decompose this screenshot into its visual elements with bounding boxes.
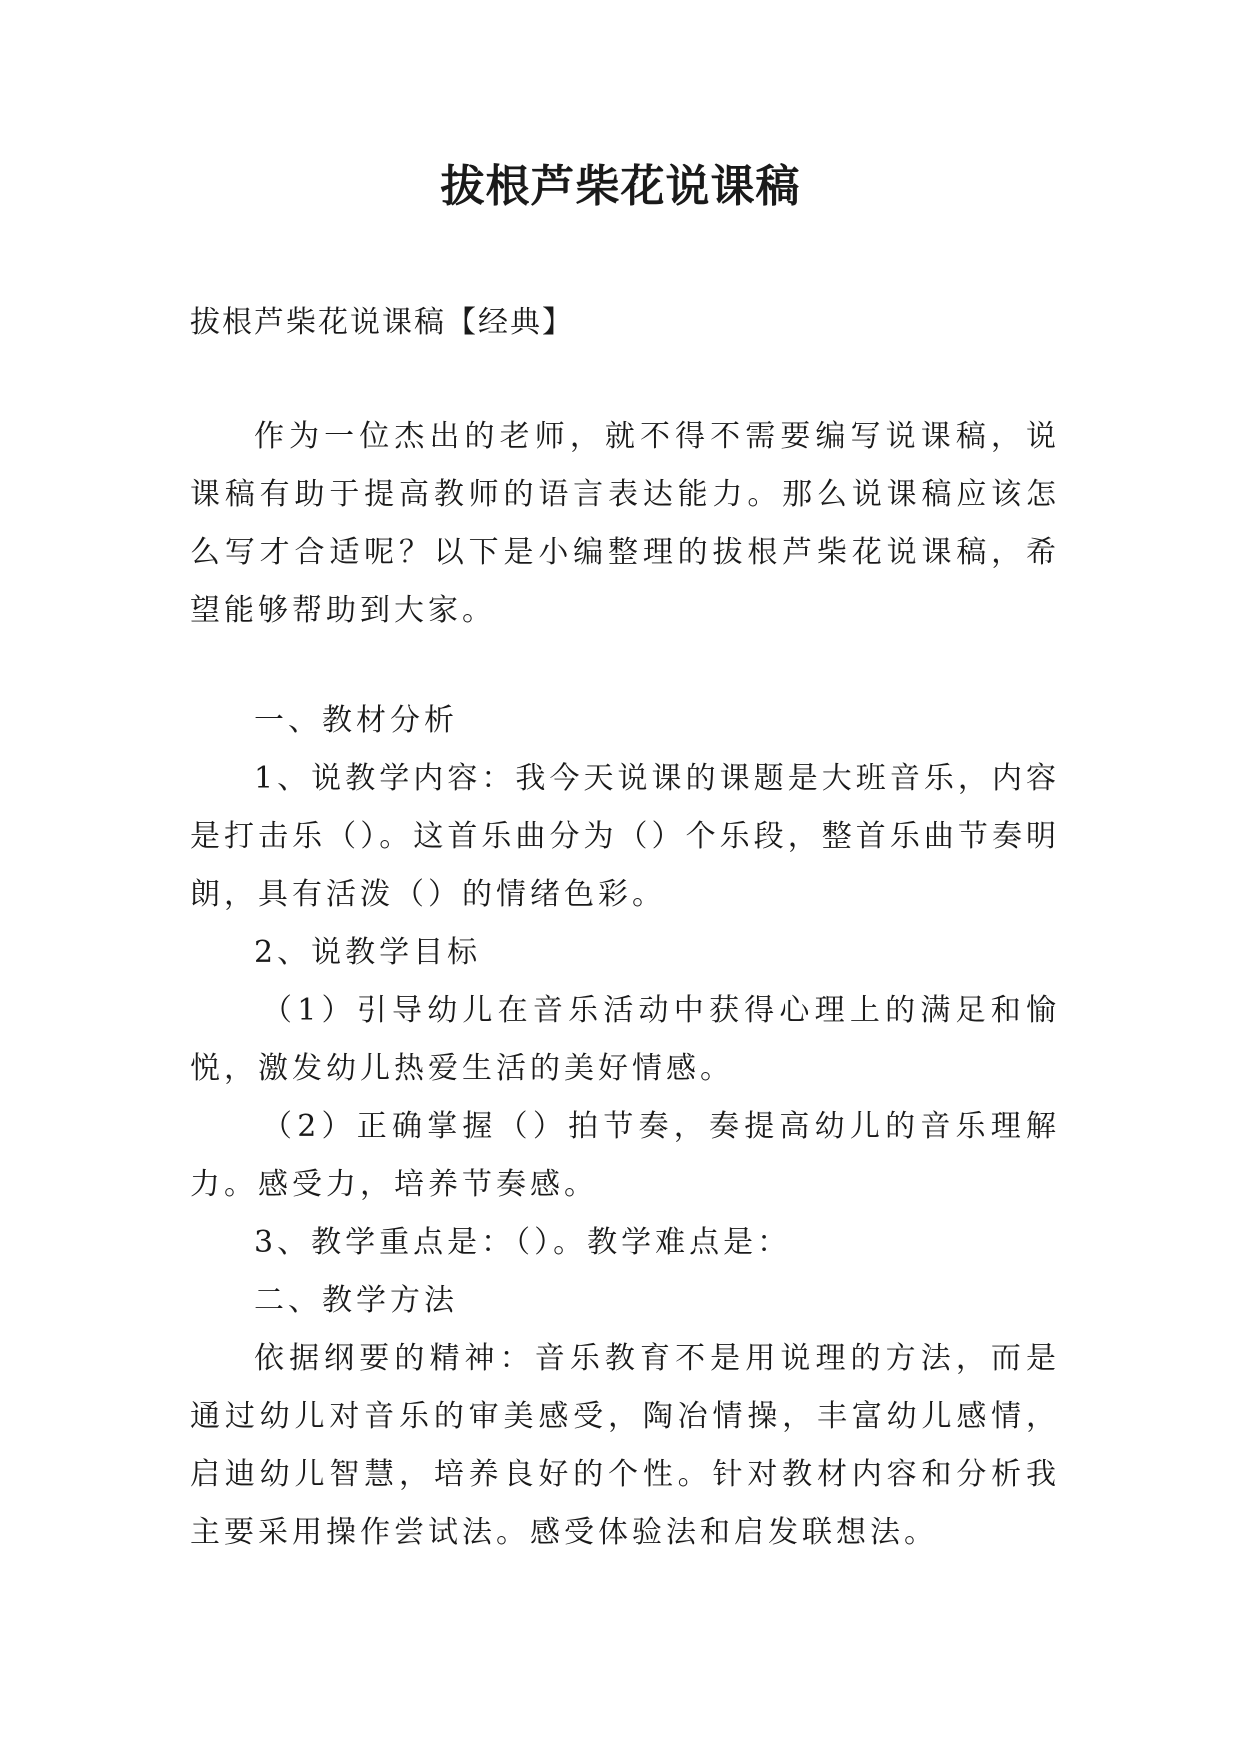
intro-paragraph: 作为一位杰出的老师，就不得不需要编写说课稿，说课稿有助于提高教师的语言表达能力。那么说课稿应该怎么写才合适呢？以下是小编整理的拔根芦柴花说课稿，希望能够帮助到大家。 — [190, 419, 1060, 628]
paragraph-key-points: 3、教学重点是：（）。教学难点是： — [254, 1225, 792, 1260]
heading-teaching-methods: 二、教学方法 — [254, 1283, 458, 1318]
content-section — [190, 692, 1060, 1562]
paragraph-methods: 依据纲要的精神：音乐教育不是用说理的方法，而是通过幼儿对音乐的审美感受，陶冶情操，丰富幼儿感情，启迪幼儿智慧，培养良好的个性。针对教材内容和分析我主要采用操作尝试法。感受体验法和启发联想法。 — [190, 1341, 1060, 1550]
paragraph-goal-1: （1）引导幼儿在音乐活动中获得心理上的满足和愉悦，激发幼儿热爱生活的美好情感。 — [190, 993, 1060, 1086]
paragraph-teaching-content: 1、说教学内容：我今天说课的课题是大班音乐，内容是打击乐（）。这首乐曲分为（）个乐段，整首乐曲节奏明朗，具有活泼（）的情绪色彩。 — [190, 761, 1060, 912]
document-subtitle: 拔根芦柴花说课稿【经典】 — [190, 305, 574, 340]
heading-teaching-goals: 2、说教学目标 — [254, 935, 482, 970]
heading-textbook-analysis: 一、教材分析 — [254, 703, 458, 738]
intro-section — [190, 408, 1060, 640]
paragraph-goal-2: （2）正确掌握（）拍节奏，奏提高幼儿的音乐理解力。感受力，培养节奏感。 — [190, 1109, 1060, 1202]
document-title: 拔根芦柴花说课稿 — [440, 161, 801, 212]
